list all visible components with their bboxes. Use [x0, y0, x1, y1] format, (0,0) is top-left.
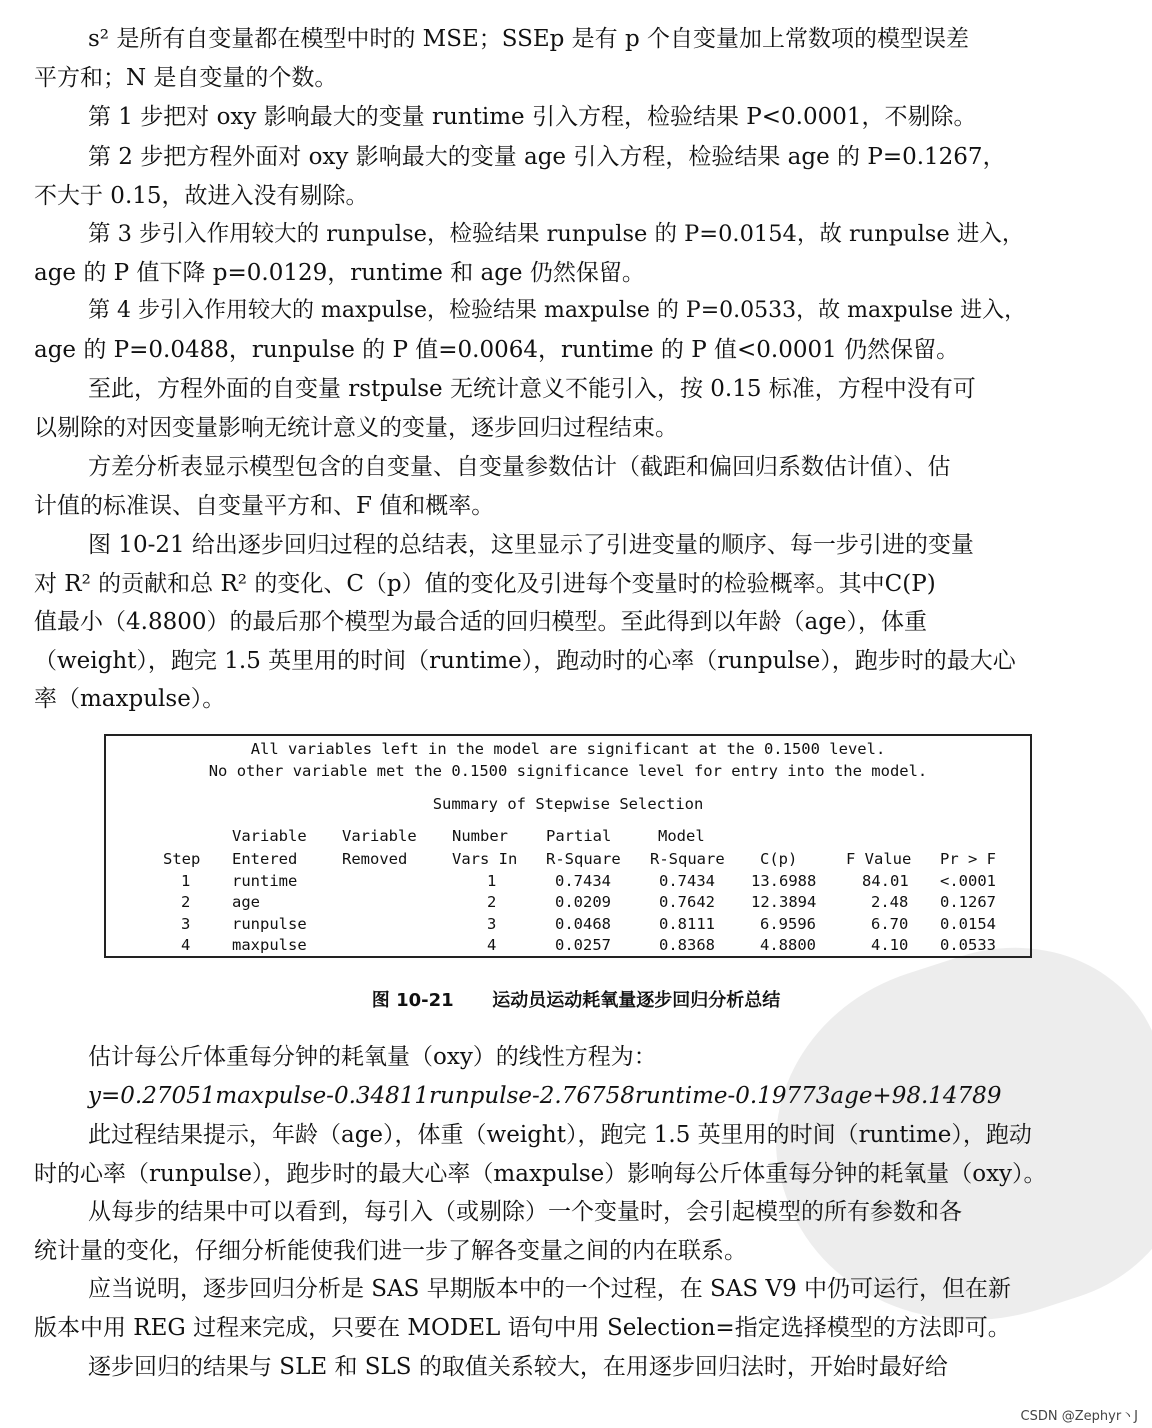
header-variable-removed-1: Variable	[342, 827, 417, 845]
header-model-rsquare-2: R-Square	[650, 850, 725, 868]
row-1-cp: 13.6988	[751, 872, 817, 890]
row-1-step: 1	[181, 872, 191, 890]
paragraph-step-4: 第 4 步引入作用较大的 maxpulse，检验结果 maxpulse 的 P=0.0533，故 maxpulse 进入， age 的 P=0.0488，runpulse 的 P 值=0.0064，runtime 的 P 值<0.0001 仍然保留。	[34, 298, 1027, 363]
header-model-rsquare-1: Model	[658, 827, 705, 845]
row-1-f: 84.01	[862, 872, 909, 890]
csdn-watermark-footer: CSDN @Zephyr丶J	[1020, 1409, 1138, 1424]
row-4-cp: 4.8800	[760, 936, 816, 954]
row-3-partial: 0.0468	[555, 915, 611, 933]
row-2-entered: age	[232, 893, 260, 911]
paragraph-summary-intro: 图 10-21 给出逐步回归过程的总结表，这里显示了引进变量的顺序、每一步引进的变量 对 R² 的贡献和总 R² 的变化、C（p）值的变化及引进每个变量时的检验概率。其中C(P) 值最小（4.8800）的最后那个模型为最合适的回归模型。至此得到以年龄（age），体重 （weight），跑完 1.5 英里用的时间（runtime），跑动时的心率（runpulse），跑步时的最大心 率（maxpulse）。	[34, 532, 1016, 712]
header-variable-entered-2: Entered	[232, 850, 298, 868]
paragraph-conclusion: 至此，方程外面的自变量 rstpulse 无统计意义不能引入，按 0.15 标准，方程中没有可 以剔除的对因变量影响无统计意义的变量，逐步回归过程结束。	[34, 376, 976, 441]
row-1-p: <.0001	[940, 872, 996, 890]
row-4-entered: maxpulse	[232, 936, 307, 954]
row-1-model: 0.7434	[659, 872, 715, 890]
row-4-vars-in: 4	[487, 936, 497, 954]
paragraph-step-2: 第 2 步把方程外面对 oxy 影响最大的变量 age 引入方程，检验结果 age 的 P=0.1267， 不大于 0.15，故进入没有剔除。	[34, 144, 1006, 209]
row-3-vars-in: 3	[487, 915, 497, 933]
header-number-vars-1: Number	[452, 827, 508, 845]
row-2-partial: 0.0209	[555, 893, 611, 911]
row-2-f: 2.48	[871, 893, 909, 911]
row-4-model: 0.8368	[659, 936, 715, 954]
header-f-value: F Value	[846, 850, 912, 868]
row-1-entered: runtime	[232, 872, 298, 890]
caption-number: 图 10-21	[371, 990, 454, 1011]
paragraph-step-3: 第 3 步引入作用较大的 runpulse，检验结果 runpulse 的 P=0.0154，故 runpulse 进入， age 的 P 值下降 p=0.0129，runtime 和 age 仍然保留。	[34, 221, 1025, 286]
row-4-p: 0.0533	[940, 936, 996, 954]
row-1-vars-in: 1	[487, 872, 497, 890]
row-3-entered: runpulse	[232, 915, 307, 933]
row-1-partial: 0.7434	[555, 872, 611, 890]
paragraph-result-hint: 此过程结果提示，年龄（age），体重（weight），跑完 1.5 英里用的时间（runtime），跑动 时的心率（runpulse），跑步时的最大心率（maxpulse）影响每公斤体重每分钟的耗氧量（oxy）。	[34, 1122, 1047, 1187]
header-variable-entered-1: Variable	[232, 827, 307, 845]
paragraph-sas-note: 应当说明，逐步回归分析是 SAS 早期版本中的一个过程，在 SAS V9 中仍可运行，但在新 版本中用 REG 过程来完成，只要在 MODEL 语句中用 Selection=指定选择模型的方法即可。	[34, 1276, 1012, 1341]
header-cp: C(p)	[760, 850, 798, 868]
row-4-f: 4.10	[871, 936, 909, 954]
row-4-partial: 0.0257	[555, 936, 611, 954]
row-2-vars-in: 2	[487, 893, 497, 911]
header-variable-removed-2: Removed	[342, 850, 408, 868]
header-partial-rsquare-2: R-Square	[546, 850, 621, 868]
caption-text: 运动员运动耗氧量逐步回归分析总结	[492, 990, 781, 1011]
row-3-p: 0.0154	[940, 915, 996, 933]
table-note-entry: No other variable met the 0.1500 significance level for entry into the model.	[208, 762, 928, 780]
row-2-step: 2	[181, 893, 191, 911]
paragraph-step-1: 第 1 步把对 oxy 影响最大的变量 runtime 引入方程，检验结果 P<0.0001，不剔除。	[88, 104, 977, 130]
table-title: Summary of Stepwise Selection	[432, 795, 704, 813]
header-number-vars-2: Vars In	[452, 850, 518, 868]
table-note-significance: All variables left in the model are significant at the 0.1500 level.	[250, 740, 886, 758]
row-2-cp: 12.3894	[751, 893, 817, 911]
paragraph-mse-definition: s² 是所有自变量都在模型中时的 MSE；SSEp 是有 p 个自变量加上常数项的模型误差 平方和；N 是自变量的个数。	[34, 26, 970, 91]
row-3-model: 0.8111	[659, 915, 715, 933]
paragraph-equation: y=0.27051maxpulse-0.34811runpulse-2.76758runtime-0.19773age+98.14789	[88, 1083, 1002, 1109]
paragraph-sle-sls: 逐步回归的结果与 SLE 和 SLS 的取值关系较大，在用逐步回归法时，开始时最好给	[88, 1354, 948, 1380]
header-partial-rsquare-1: Partial	[546, 827, 612, 845]
paragraph-equation-intro: 估计每公斤体重每分钟的耗氧量（oxy）的线性方程为：	[88, 1044, 657, 1070]
row-3-f: 6.70	[871, 915, 909, 933]
row-2-model: 0.7642	[659, 893, 715, 911]
row-4-step: 4	[181, 936, 191, 954]
header-step: Step	[163, 850, 201, 868]
row-2-p: 0.1267	[940, 893, 996, 911]
row-3-cp: 6.9596	[760, 915, 816, 933]
row-3-step: 3	[181, 915, 191, 933]
paragraph-step-changes: 从每步的结果中可以看到，每引入（或剔除）一个变量时，会引起模型的所有参数和各 统计量的变化，仔细分析能使我们进一步了解各变量之间的内在联系。	[34, 1199, 962, 1264]
paragraph-anova: 方差分析表显示模型包含的自变量、自变量参数估计（截距和偏回归系数估计值）、估 计值的标准误、自变量平方和、F 值和概率。	[34, 454, 951, 519]
figure-caption	[0, 986, 1152, 1012]
stepwise-summary-table	[104, 734, 1032, 958]
header-pr-f: Pr > F	[940, 850, 996, 868]
